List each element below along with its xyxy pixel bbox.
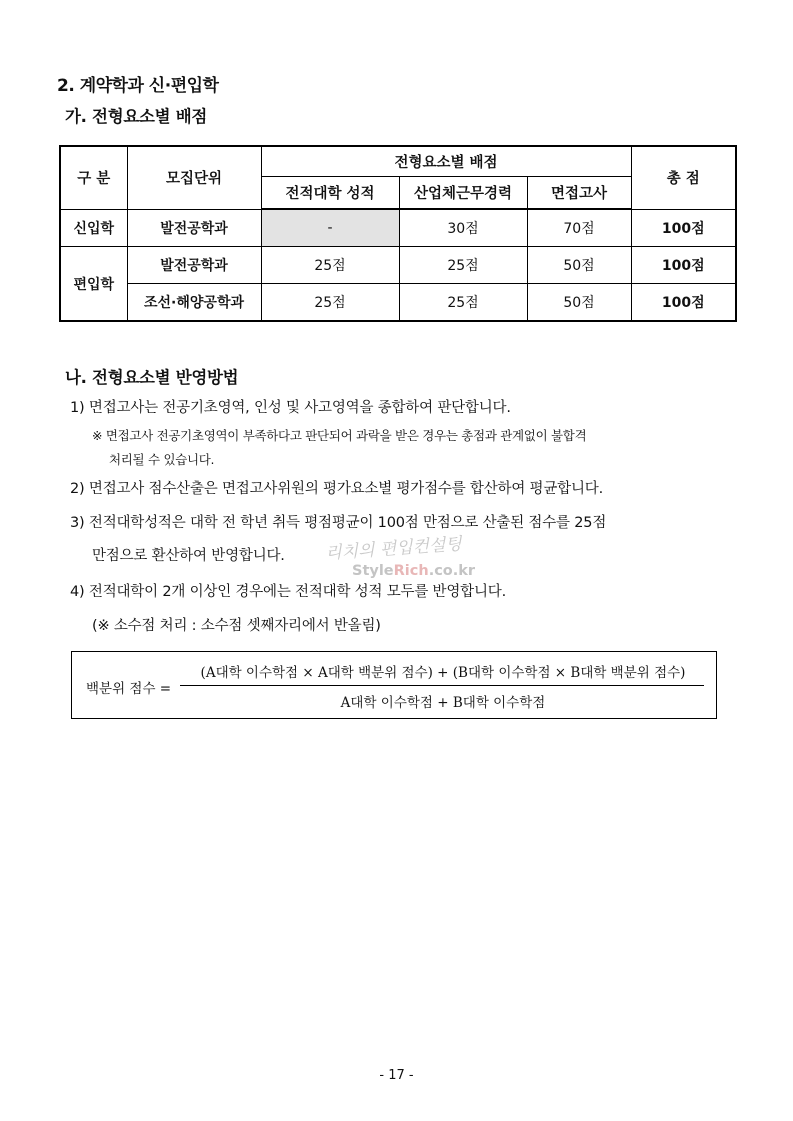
- header-total: 총 점: [631, 146, 736, 209]
- row-interview: 70점: [527, 209, 631, 247]
- row-unit: 발전공학과: [127, 247, 261, 284]
- item-1: 1) 면접고사는 전공기초영역, 인성 및 사고영역을 종합하여 판단합니다.: [70, 400, 511, 416]
- watermark-site: StyleRich.co.kr: [352, 563, 476, 579]
- formula-box: [71, 651, 717, 719]
- formula-fraction-bar: [180, 685, 704, 686]
- item-1-note-cont: 처리될 수 있습니다.: [109, 452, 215, 467]
- header-group: 전형요소별 배점: [261, 146, 631, 177]
- row-prev: -: [261, 209, 399, 247]
- formula-denominator: A대학 이수학점 + B대학 이수학점: [340, 695, 546, 711]
- row-career: 25점: [399, 284, 527, 322]
- row-interview: 50점: [527, 247, 631, 284]
- table-row: [60, 209, 736, 247]
- watermark-text: 리치의 편입컨설팅: [324, 534, 463, 564]
- section-title: 2. 계약학과 신·편입학: [57, 76, 219, 96]
- score-table: [59, 145, 737, 322]
- table-row: [60, 284, 736, 322]
- formula-label: 백분위 점수 =: [86, 681, 172, 697]
- row-interview: 50점: [527, 284, 631, 322]
- item-3-cont: 만점으로 환산하여 반영합니다.: [92, 548, 285, 564]
- row-total: 100점: [631, 247, 736, 284]
- row-category: 편입학: [60, 247, 127, 322]
- row-career: 30점: [399, 209, 527, 247]
- row-prev: 25점: [261, 284, 399, 322]
- row-unit: 조선·해양공학과: [127, 284, 261, 322]
- header-gubun: 구 분: [60, 146, 127, 209]
- item-4: 4) 전적대학이 2개 이상인 경우에는 전적대학 성적 모두를 반영합니다.: [70, 584, 506, 600]
- header-prev-school: 전적대학 성적: [261, 177, 399, 210]
- subsection-title-b: 나. 전형요소별 반영방법: [65, 368, 239, 387]
- page-number: - 17 -: [379, 1068, 414, 1083]
- item-1-note: ※ 면접고사 전공기초영역이 부족하다고 판단되어 과락을 받은 경우는 총점과 관계없이 불합격: [92, 428, 587, 443]
- row-total: 100점: [631, 284, 736, 322]
- formula-numerator: (A대학 이수학점 × A대학 백분위 점수) + (B대학 이수학점 × B대학 백분위 점수): [200, 665, 686, 681]
- item-4-note: (※ 소수점 처리 : 소수점 셋째자리에서 반올림): [92, 618, 381, 634]
- row-category: 신입학: [60, 209, 127, 247]
- header-interview: 면접고사: [527, 177, 631, 210]
- row-unit: 발전공학과: [127, 209, 261, 247]
- subsection-title-a: 가. 전형요소별 배점: [65, 107, 207, 126]
- item-3: 3) 전적대학성적은 대학 전 학년 취득 평점평균이 100점 만점으로 산출된 점수를 25점: [70, 515, 607, 531]
- header-career: 산업체근무경력: [399, 177, 527, 210]
- table-row: [60, 247, 736, 284]
- item-2: 2) 면접고사 점수산출은 면접고사위원의 평가요소별 평가점수를 합산하여 평균합니다.: [70, 481, 603, 497]
- row-career: 25점: [399, 247, 527, 284]
- row-prev: 25점: [261, 247, 399, 284]
- row-total: 100점: [631, 209, 736, 247]
- header-unit: 모집단위: [127, 146, 261, 209]
